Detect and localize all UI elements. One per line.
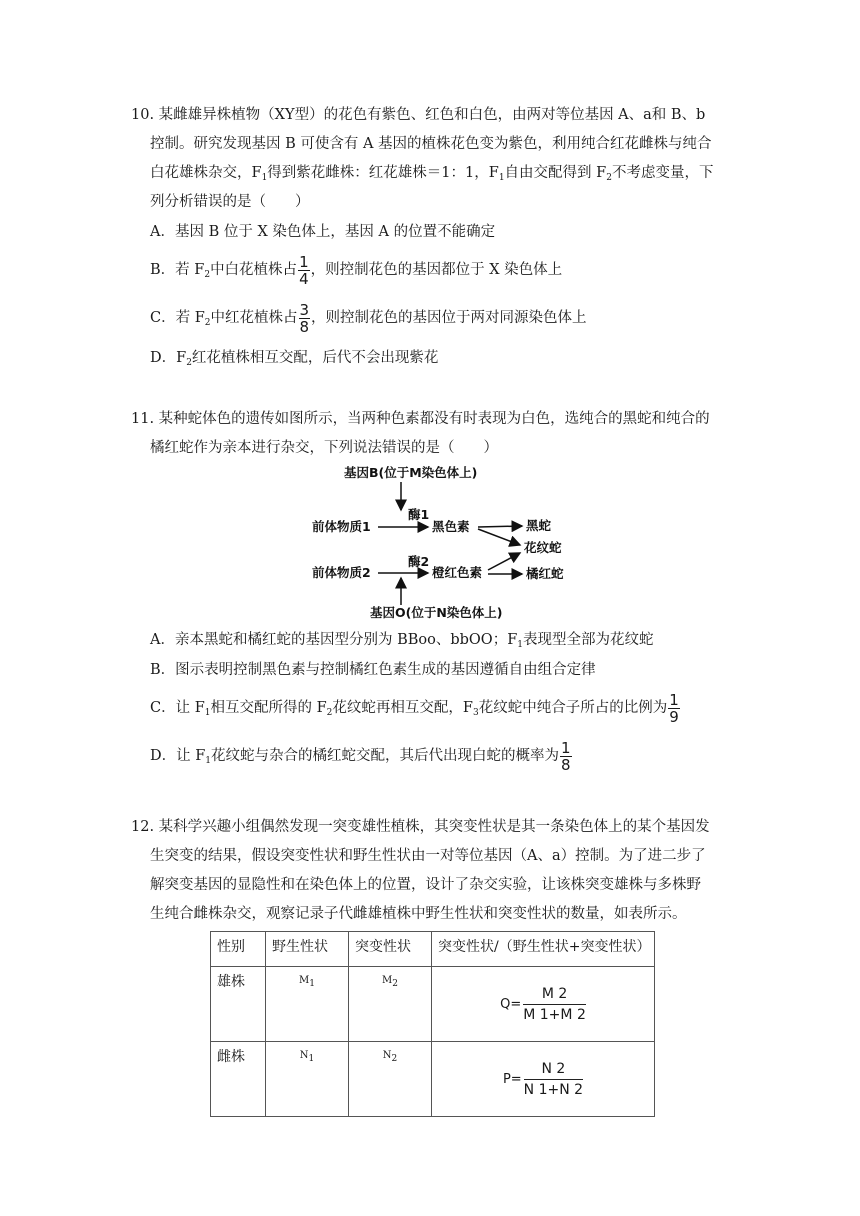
q11-option-d: D．让 $F_1$花纹蛇与杂合的橘红蛇交配，其后代出现白蛇的概率为 $\frac{1}{8}$ bbox=[150, 738, 571, 774]
header-mutant: 突变性状 bbox=[349, 932, 432, 967]
table-row bbox=[211, 1042, 655, 1117]
q10-stem-line-3: 白花雄株杂交，$F_1$得到紫花雌株：红花雄株＝1：1，$F_1$自由交配得到 $F_2$不考虑变量，下 bbox=[150, 165, 714, 183]
gene-o-label: 基因O(位于N染色体上) bbox=[370, 605, 503, 620]
q10-stem-line-2: 控制。研究发现基因 B 可使含有 A 基因的植株花色变为紫色，利用纯合红花雌株与纯合 bbox=[150, 136, 712, 152]
precursor1-label: 前体物质1 bbox=[312, 519, 371, 534]
black-pigment-to-patterned-arrow bbox=[478, 529, 520, 545]
q12-number: 12. bbox=[131, 819, 155, 835]
row-ratio: P= $\frac{N 2}{N 1+N 2}$ bbox=[432, 1042, 655, 1117]
q10-option-b: B．若 $F_2$中白花植株占 $\frac{1}{4}$ ，则控制花色的基因都位于 X 染色体上 bbox=[150, 252, 563, 288]
q11-stem-line-2: 橘红蛇作为亲本进行杂交，下列说法错误的是（ ） bbox=[150, 440, 498, 456]
row-sex: 雄株 bbox=[211, 967, 266, 1042]
results-table bbox=[210, 931, 655, 1117]
q12-stem-line-4: 生纯合雌株杂交，观察记录子代雌雄植株中野生性状和突变性状的数量，如表所示。 bbox=[150, 906, 687, 922]
q12-stem-line-1: 12. 某科学兴趣小组偶然发现一突变雄性植株，其突变性状是其一条染色体上的某个基因发 bbox=[131, 819, 710, 835]
black-pigment-to-black-snake-arrow bbox=[478, 526, 522, 527]
q11-stem-line-1: 11. 某种蛇体色的遗传如图所示，当两种色素都没有时表现为白色，选纯合的黑蛇和纯合的 bbox=[131, 411, 710, 427]
q11-d-fraction: $\frac{1}{8}$ bbox=[561, 738, 571, 774]
gene-b-label: 基因B(位于M染色体上) bbox=[344, 465, 478, 480]
pigment-pathway-diagram bbox=[300, 462, 590, 622]
table-header-row bbox=[211, 932, 655, 967]
q10-option-a: A．基因 B 位于 X 染色体上，基因 A 的位置不能确定 bbox=[150, 224, 496, 240]
header-sex: 性别 bbox=[211, 932, 266, 967]
row-wild: $N_1$ bbox=[266, 1042, 349, 1117]
row-wild: $M_1$ bbox=[266, 967, 349, 1042]
q12-stem-line-3: 解突变基因的显隐性和在染色体上的位置，设计了杂交实验，让该株突变雄株与多株野 bbox=[150, 877, 701, 893]
header-ratio: 突变性状/（野生性状+突变性状） bbox=[432, 932, 655, 967]
row-mutant: $M_2$ bbox=[349, 967, 432, 1042]
q10-number: 10. bbox=[131, 107, 155, 123]
orange-snake-label: 橘红蛇 bbox=[526, 566, 564, 581]
black-snake-label: 黑蛇 bbox=[526, 518, 552, 533]
q10-option-d: D．$F_2$红花植株相互交配，后代不会出现紫花 bbox=[150, 350, 439, 368]
orange-pigment-label: 橙红色素 bbox=[432, 565, 483, 580]
row-sex: 雌株 bbox=[211, 1042, 266, 1117]
q11-option-c: C．让 $F_1$相互交配所得的 $F_2$花纹蛇再相互交配，$F_3$花纹蛇中纯合子所占的比例为 $\frac{1}{9}$ bbox=[150, 690, 679, 726]
q10-c-fraction: $\frac{3}{8}$ bbox=[299, 300, 310, 336]
patterned-snake-label: 花纹蛇 bbox=[524, 540, 562, 555]
table-row bbox=[211, 967, 655, 1042]
q11-option-b: B．图示表明控制黑色素与控制橘红色素生成的基因遵循自由组合定律 bbox=[150, 662, 596, 678]
q10-stem-line-4: 列分析错误的是（ ） bbox=[150, 194, 310, 210]
q10-stem-line-1: 10. 某雌雄异株植物（XY型）的花色有紫色、红色和白色，由两对等位基因 A、a和 B、b bbox=[131, 107, 706, 123]
black-pigment-label: 黑色素 bbox=[432, 519, 470, 534]
q11-option-a: A．亲本黑蛇和橘红蛇的基因型分别为 BBoo、bbOO；$F_1$表现型全部为花纹蛇 bbox=[150, 632, 654, 650]
row-ratio: Q= $\frac{M 2}{M 1+M 2}$ bbox=[432, 967, 655, 1042]
q11-c-fraction: $\frac{1}{9}$ bbox=[669, 690, 679, 726]
orange-pigment-to-patterned-arrow bbox=[488, 553, 520, 570]
enzyme2-label: 酶2 bbox=[408, 554, 430, 569]
q10-option-c: C．若 $F_2$中红花植株占 $\frac{3}{8}$ ，则控制花色的基因位于两对同源染色体上 bbox=[150, 300, 587, 336]
row-mutant: $N_2$ bbox=[349, 1042, 432, 1117]
q11-number: 11. bbox=[131, 411, 155, 427]
enzyme1-label: 酶1 bbox=[408, 507, 430, 522]
precursor2-label: 前体物质2 bbox=[312, 565, 371, 580]
header-wild: 野生性状 bbox=[266, 932, 349, 967]
q10-b-fraction: $\frac{1}{4}$ bbox=[299, 252, 309, 288]
q12-stem-line-2: 生突变的结果，假设突变性状和野生性状由一对等位基因（A、a）控制。为了进二步了 bbox=[150, 848, 706, 864]
